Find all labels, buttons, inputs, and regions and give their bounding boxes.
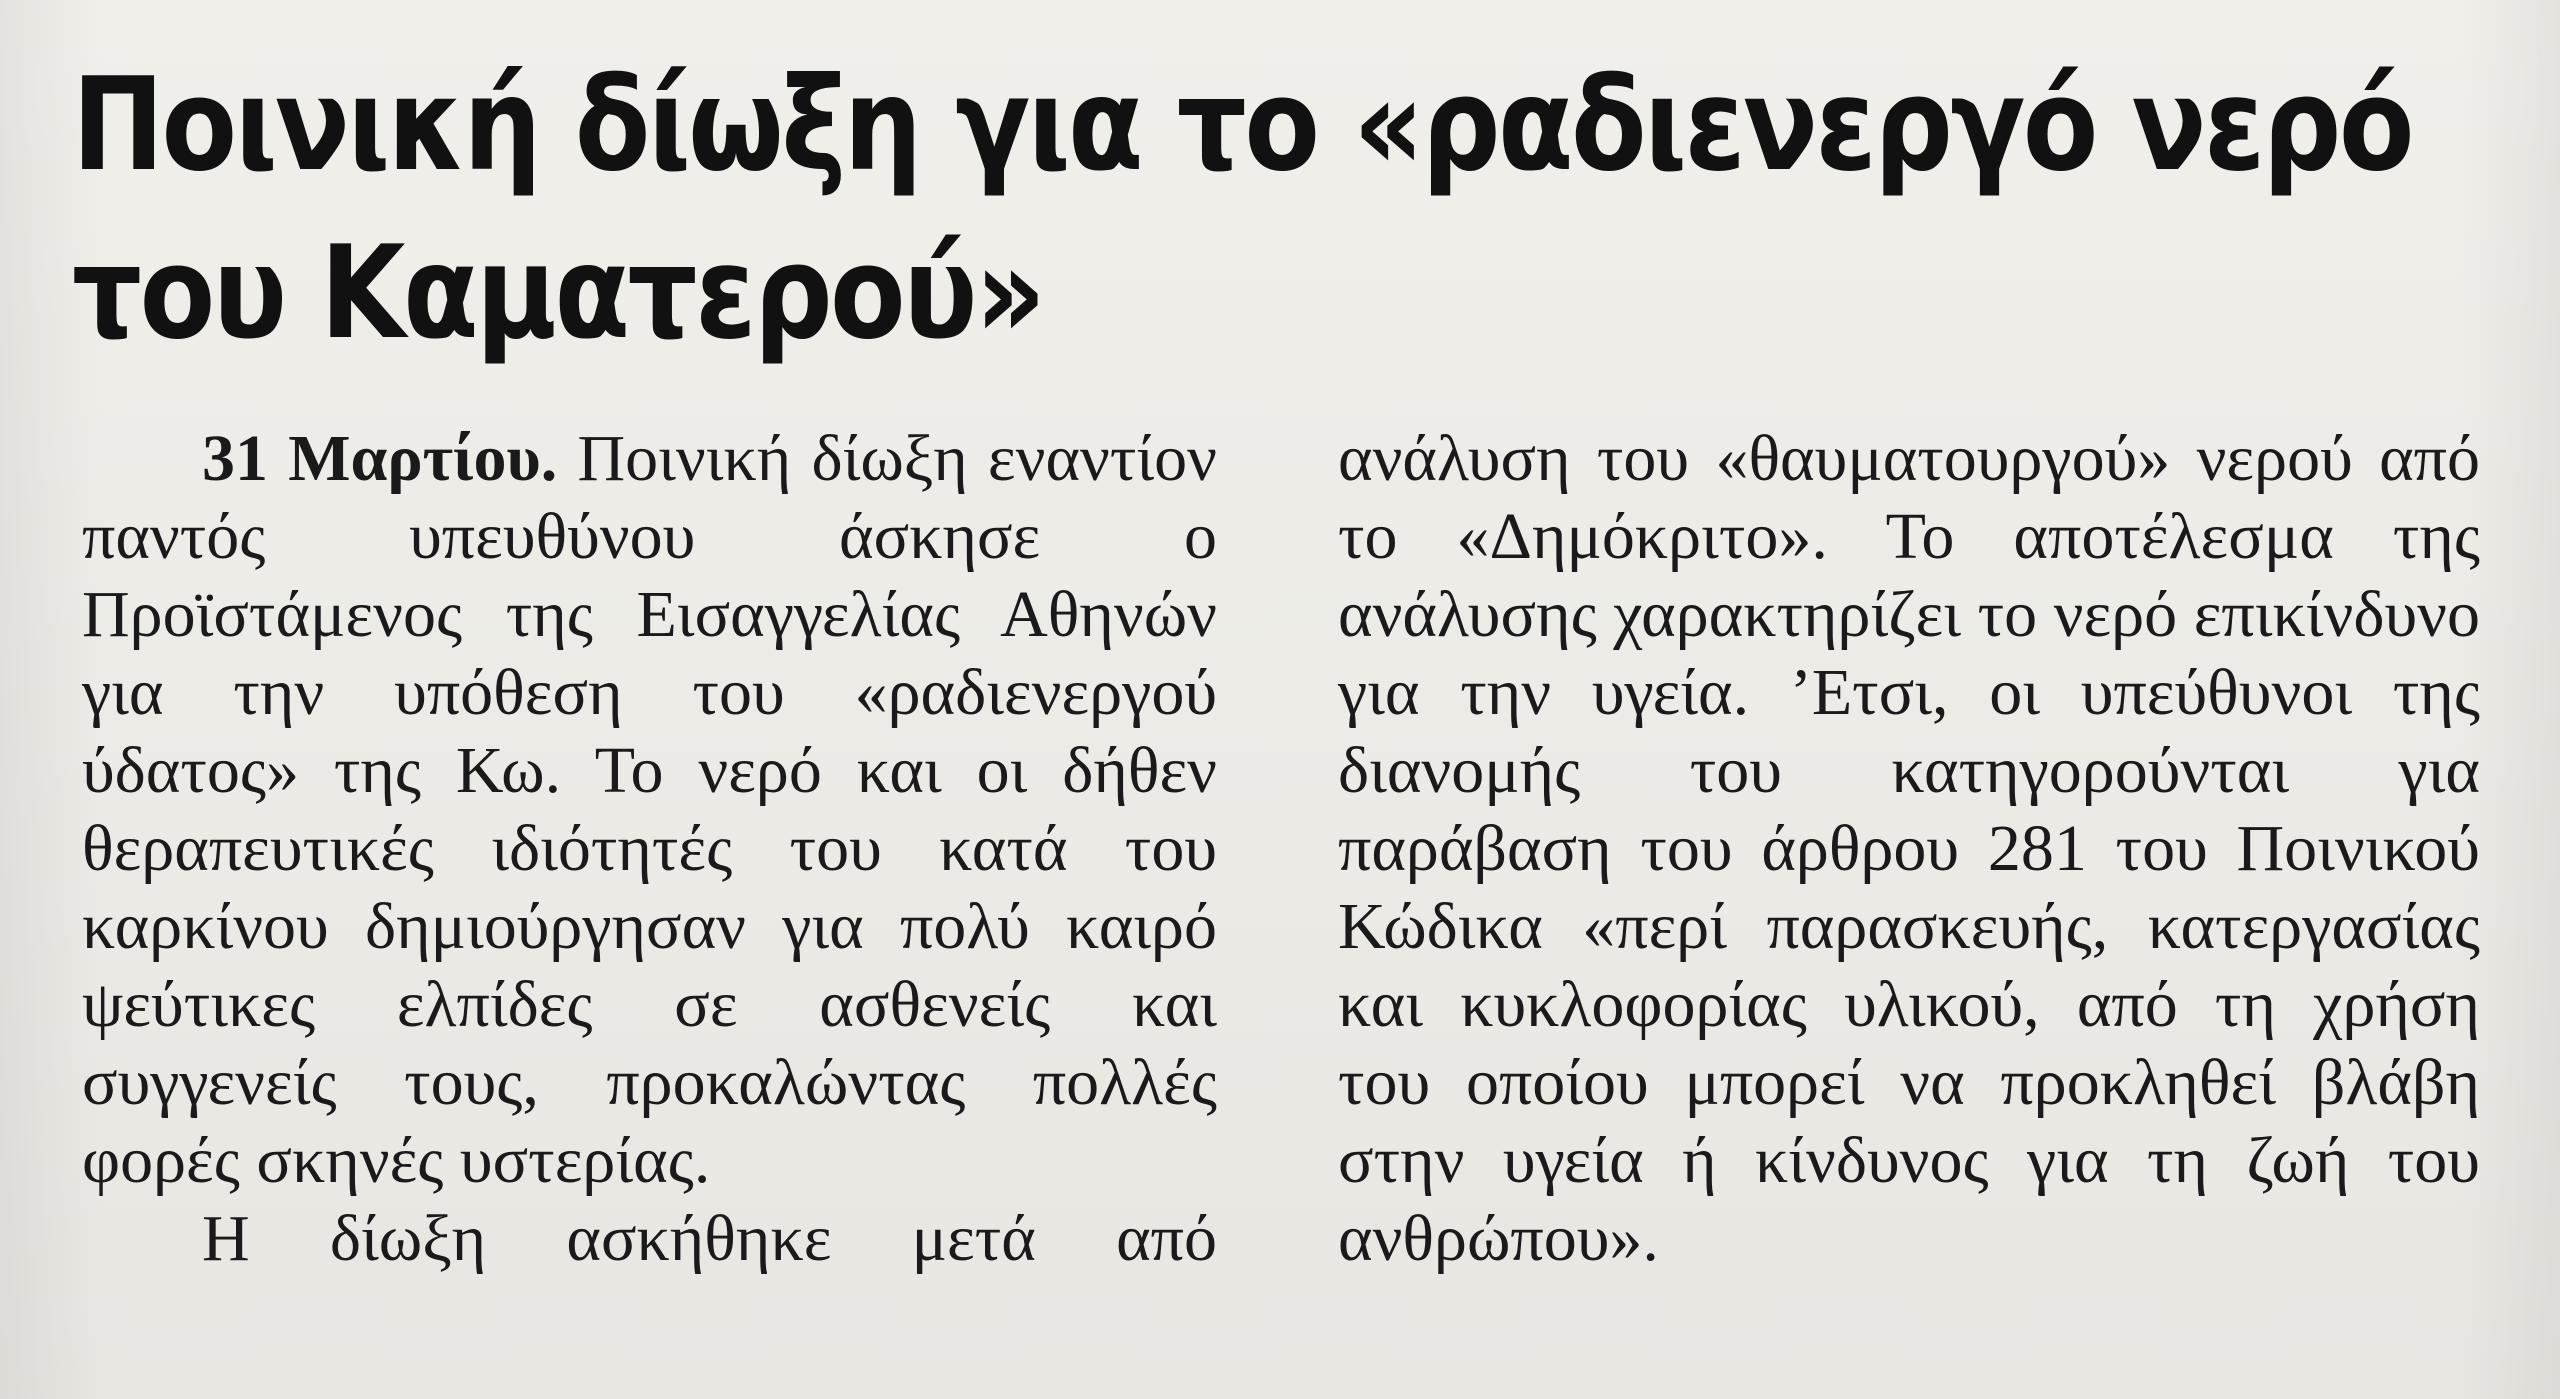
headline-line-1: Ποινική δίωξη για το «ραδιενεργό νερό xyxy=(72,51,2412,200)
paragraph-2-continued: ανάλυση του «θαυματουργού» νερού από το «Δημόκριτο». Το αποτέλεσμα της ανάλυσης χαρακτηρίζει το νερό επικίνδυνο για την υγεία. ’Ετσι, οι υπεύθυνοι της διανομής του κατηγορούνται για παράβαση του άρθρου 281 του Ποινικού Κώδικα «περί παρασκευής, κατεργασίας και κυκλοφορίας υλικού, από τη χρήση του οποίου μπορεί να προκληθεί βλάβη στην υγεία ή κίνδυνος για τη ζωή του ανθρώπου». xyxy=(1338,422,2480,1275)
article-column-left xyxy=(82,420,1217,1278)
paragraph-1 xyxy=(82,420,1217,1200)
paragraph-2-start: Η δίωξη ασκήθηκε μετά από xyxy=(202,1202,1217,1275)
paragraph-1-text: Ποινική δίωξη εναντίον παντός υπευθύνου άσκησε ο Προϊστάμενος της Εισαγγελίας Αθηνών για την υπόθεση του «ραδιενεργού ύδατος» της Κω. Το νερό και οι δήθεν θεραπευτικές ιδιότητές του κατά του καρκίνου δημιούργησαν για πολύ καιρό ψεύτικες ελπίδες σε ασθενείς και συγγενείς τους, προκαλώντας πολλές φορές σκηνές υστερίας. xyxy=(82,422,1218,1197)
headline xyxy=(72,42,2412,378)
headline-line-2: του Καματερού» xyxy=(72,219,1044,368)
article-column-right xyxy=(1338,420,2480,1278)
dateline: 31 Μαρτίου. xyxy=(202,422,558,495)
